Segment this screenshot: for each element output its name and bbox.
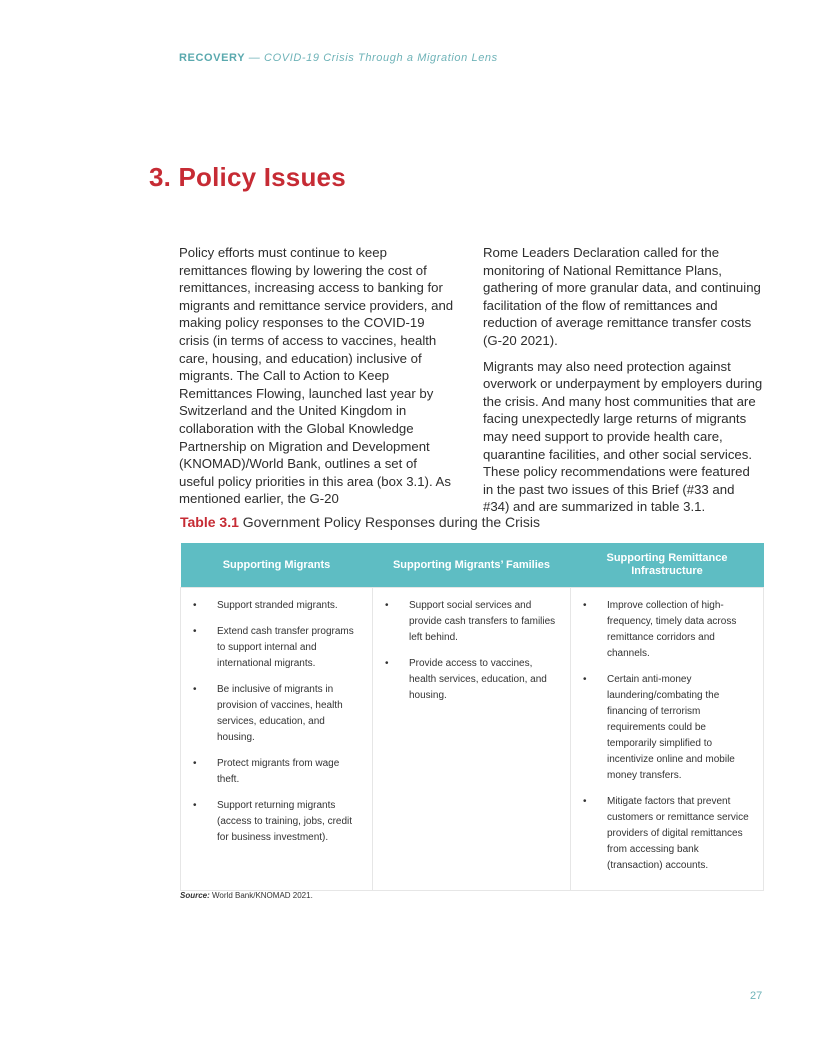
- table-label: Table 3.1: [180, 514, 239, 530]
- body-column-left: [179, 244, 454, 516]
- source-text: World Bank/KNOMAD 2021.: [209, 891, 313, 900]
- header-supporting-families: Supporting Migrants’ Families: [373, 543, 571, 588]
- body-paragraph: Policy efforts must continue to keep remittances flowing by lowering the cost of remittances, increasing access to banking for migrants and remittance service providers, and making policy responses to the COVID-19 crisis (in terms of access to vaccines, health care, housing, and education) inclusive of migrants. The Call to Action to Keep Remittances Flowing, launched last year by Switzerland and the United Kingdom in collaboration with the Global Knowledge Partnership on Migration and Development (KNOMAD)/World Bank, outlines a set of useful policy priorities in this area (box 3.1). As mentioned earlier, the G-20: [179, 245, 454, 507]
- chapter-title: 3. Policy Issues: [149, 162, 346, 192]
- cell-supporting-migrants: [181, 588, 373, 891]
- page-number: 27: [750, 990, 763, 1002]
- header-supporting-infrastructure: Supporting Remittance Infrastructure: [571, 543, 764, 588]
- table-caption: [180, 514, 540, 530]
- table-header-row: [181, 543, 764, 588]
- running-head-section: RECOVERY: [179, 52, 246, 64]
- list-item: • Support returning migrants (access to training, jobs, credit for business investment).: [191, 798, 362, 846]
- running-head-title: — COVID-19 Crisis Through a Migration Lens: [245, 52, 498, 64]
- list-item: • Be inclusive of migrants in provision of vaccines, health services, education, and housing.: [191, 682, 362, 746]
- list-item: • Certain anti-money laundering/combating the financing of terrorism requirements could be temporarily simplified to incentivize online and mobile money transfers.: [581, 672, 753, 784]
- cell-supporting-infrastructure: [571, 588, 764, 891]
- body-paragraph: Migrants may also need protection against overwork or underpayment by employers during the crisis. And many host communities that are facing unexpectedly large returns of migrants may need support to provide health care, quarantine facilities, and other social services. These policy recommendations were featured in the past two issues of this Brief (#33 and #34) and are summarized in table 3.1.: [483, 358, 763, 515]
- source-label: Source:: [180, 891, 210, 900]
- policy-table: [180, 543, 764, 891]
- list-item: • Extend cash transfer programs to support internal and international migrants.: [191, 624, 362, 672]
- list-item: • Support stranded migrants.: [191, 598, 362, 614]
- running-head: [179, 52, 498, 64]
- body-paragraph: Rome Leaders Declaration called for the monitoring of National Remittance Plans, gathering of more granular data, and continuing facilitation of the flow of remittances and reduction of average remittance transfer costs (G-20 2021).: [483, 245, 761, 348]
- list-item: • Provide access to vaccines, health services, education, and housing.: [383, 656, 560, 704]
- cell-supporting-families: [373, 588, 571, 891]
- body-column-right: [483, 244, 763, 524]
- table-title: Government Policy Responses during the Crisis: [238, 514, 541, 530]
- source-note: [180, 891, 313, 900]
- header-supporting-migrants: Supporting Migrants: [181, 543, 373, 588]
- list-item: • Support social services and provide cash transfers to families left behind.: [383, 598, 560, 646]
- list-item: • Protect migrants from wage theft.: [191, 756, 362, 788]
- list-item: • Mitigate factors that prevent customers or remittance service providers of digital remittances from accessing bank (transaction) accounts.: [581, 794, 753, 874]
- table-row: [181, 588, 764, 891]
- list-item: • Improve collection of high-frequency, timely data across remittance corridors and channels.: [581, 598, 753, 662]
